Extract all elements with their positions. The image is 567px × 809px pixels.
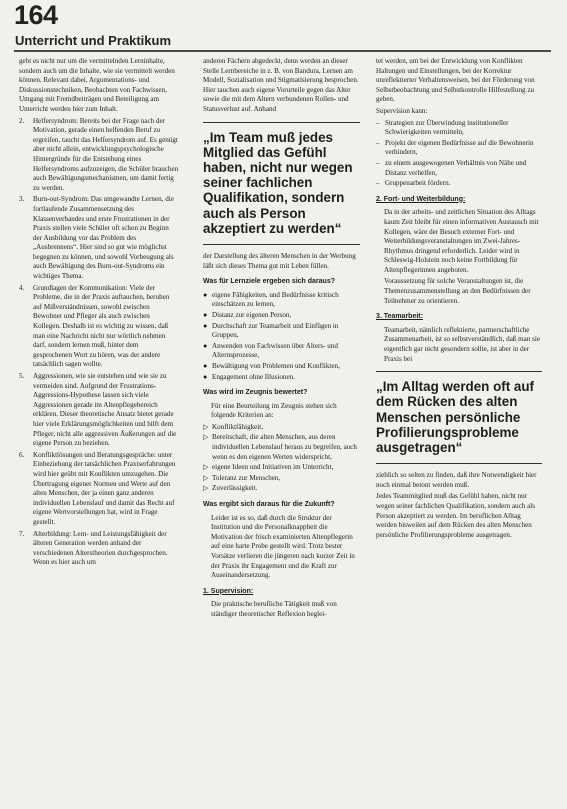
bullet-icon: ● xyxy=(203,321,208,330)
criteria-text: Konfliktfähigkeit, xyxy=(212,422,264,431)
topic-text: Grundlagen der Kommunikation: Viele der Probleme, die in der Praxis auftauchen, beruhen auf Mißverständnissen, sowohl zwischen Bewohner und Pfleger als auch zwischen Kollegen. Deshalb ist es wichtig zu wissen, daß man eine Nachricht nicht nur wörtlich nehmen darf, sondern lernen muß, hinter dem gesprochenen Wort zu hören, was der andere tatsächlich sagen wollte. xyxy=(33,283,170,369)
topic-item xyxy=(19,372,179,449)
supervision-item xyxy=(376,139,542,158)
triangle-bullet-icon: ▷ xyxy=(203,422,209,431)
bullet-icon: ● xyxy=(203,290,208,299)
criteria-item xyxy=(203,484,360,494)
section-title: Unterricht und Praktikum xyxy=(15,33,172,48)
topic-item xyxy=(19,117,179,194)
supervision-item xyxy=(376,119,542,138)
header-rule xyxy=(14,50,551,52)
column-3 xyxy=(376,57,542,542)
criteria-item xyxy=(203,474,360,484)
triangle-bullet-icon: ▷ xyxy=(203,484,209,493)
topic-number: 5. xyxy=(19,372,25,380)
criteria-text: Toleranz zur Menschen, xyxy=(212,473,281,482)
goal-item xyxy=(203,373,360,383)
triangle-bullet-icon: ▷ xyxy=(203,473,209,482)
supervision-paragraph: Die praktische berufliche Tätigkeit muß von ständiger theoretischer Reflexion beglei- xyxy=(211,600,337,618)
criteria-list xyxy=(203,423,360,494)
future-paragraph: Leider ist es so, daß durch die Struktur der Institution und die Personalknappheit die Motivation der frisch examinierten Altenpflegerin auf eine harte Probe gestellt wird. Trotz bester Vorsätze verlieren die jüngeren nach kurzer Zeit in der Praxis ihr Engagement und die Kraft zur Auseinandersetzung. xyxy=(211,513,355,580)
goal-text: eigene Fähigkeiten, und Bedürfnisse kritisch einschätzen zu lernen, xyxy=(212,290,339,309)
topic-item xyxy=(19,451,179,528)
topic-text: Burn-out-Syndrom: Das umgewandte Lernen, die fortlaufende Zusammensetzung des Klassenverbandes und erste Frustrationen in der Praxis stellen viele Schüler oft schon zu Beginn der Ausbildung vor das Problem des „Ausbrennens“. Hier sind so gut wie möglichst begegnen zu können, und sowohl Vorbeugung als auch Bewältigung des Burn-out-Syndroms ein wichtiges Thema. xyxy=(33,195,174,281)
topic-text: Helfersyndrom: Bereits bei der Frage nach der Motivation, gerade einen helfenden Beruf zu ergreifen, taucht das Helfersyndrom auf. Es genügt aber nicht allein, entwicklungspsychologische Hintergründe für die Entstehung eines Helfersyndroms aufzuzeigen, die Schüler brauchen auch Bewältigungsmechanismen, um damit fertig zu werden. xyxy=(33,116,179,192)
heading-learning-goals: Was für Lernziele ergeben sich daraus? xyxy=(203,278,336,286)
bullet-icon: ● xyxy=(203,361,208,370)
topic-number: 2. xyxy=(19,116,25,125)
heading-evaluation: Was wird im Zeugnis bewertet? xyxy=(203,389,308,397)
training-paragraph: Da in der arbeits- und zeitlichen Situation des Alltags kaum Zeit bleibt für einen informativen Austausch mit Kollegen, wäre der Besuch externer Fort- und Weiterbildungsveranstaltungen im Zwei-Jahres-Rhythmus dringend erforderlich. Leider wird in Schleswig-Holstein noch keine Fortbildung für Altenpflegerinnen angeboten. xyxy=(384,208,539,274)
topic-text: Alterbildung: Lern- und Leistungsfähigkeit der älteren Generation werden anhand der verschiedenen Alterstheorien durchgesprochen. Wenn es hier auch um xyxy=(33,529,168,567)
heading-supervision: 1. Supervision: xyxy=(203,587,254,595)
topic-text: Aggressionen, wie sie entstehen und wie sie zu vermeiden sind. Aufgrund der Frustrations-Aggressions-Hypothese lassen sich viele Aggressionen gerade im Altenpflegebereich erklären. Dieser theoretische Ansatz bietet gerade hier viele Erklärungsmöglichkeiten und hilft dem Pfleger, nicht alle aggressiven Äußerungen auf die eigene Person zu beziehen. xyxy=(33,372,177,448)
goal-text: Anwenden von Fachwissen über Alters- und Alternsprozesse, xyxy=(212,341,338,360)
supervision-text: Gruppenarbeit fördern. xyxy=(385,179,451,188)
column-2 xyxy=(203,57,360,622)
triangle-bullet-icon: ▷ xyxy=(203,433,209,442)
supervision-text: Projekt der eigenen Bedürfnisse auf die Bewohnerin verhindern, xyxy=(385,138,534,157)
col3-top-paragraph: tet werden, um bei der Entwicklung von Konflikten Haltungen und Einstellungen, bei der Korrektur unreflektierter Verhaltensweisen, bei der Förderung von Selbstbeobachtung und Selbstkontrolle Hilfestellung zu geben. xyxy=(376,57,535,104)
page-number: 164 xyxy=(14,0,58,30)
heading-future: Was ergibt sich daraus für die Zukunft? xyxy=(203,501,335,509)
supervision-intro: Supervision kann: xyxy=(376,106,428,115)
heading-teamwork: 3. Teamarbeit: xyxy=(376,313,423,321)
goal-text: Distanz zur eigenen Person, xyxy=(212,310,292,319)
criteria-intro: Für eine Beurteilung im Zeugnis stehen sich folgende Kriterien an: xyxy=(211,401,337,420)
goal-text: Engagement ohne Illusionen. xyxy=(212,372,295,381)
pull-quote-2: „Im Alltag werden oft auf dem Rücken des alten Menschen persönliche Profilierungsprobleme ausgetragen“ xyxy=(376,371,542,464)
supervision-text: zu einem ausgewogenen Verhältnis von Nähe und Distanz verhelfen, xyxy=(385,158,527,177)
goal-item xyxy=(203,311,360,321)
topic-text: Konfliktlösungen und Beratungsgespräche: unter Einbeziehung der tatsächlichen Praxiserfahrungen wird hier geübt mit Konflikten umzugehen. Die Übertragung eigener Normen und Werte auf den alten Menschen, der ja einen ganz anderen individuellen Lebenslauf und damit das Recht auf eigene Wertvorstellungen hat, wird in Frage gestellt. xyxy=(33,450,176,526)
supervision-list xyxy=(376,119,542,189)
criteria-item xyxy=(203,433,360,462)
topic-item xyxy=(19,195,179,281)
criteria-text: eigene Ideen und Initiativen im Unterricht, xyxy=(212,463,334,472)
closing-paragraph: Jedes Teammitglied muß das Gefühl haben, nicht nur wegen seiner fachlichen Qualifikation, sondern auch als Person akzeptiert zu werden. Im beruflichen Alltag werden bisweilen auf dem Rücken des alten Menschen persönliche Profilierungsprobleme ausgetragen. xyxy=(376,492,535,539)
dash-bullet-icon: – xyxy=(376,138,380,147)
bullet-icon: ● xyxy=(203,341,208,350)
supervision-item xyxy=(376,179,542,189)
col3-after-quote: ziehlich so selten zu finden, daß ihre Notwendigkeit hier noch einmal betont werden muß. xyxy=(376,471,537,489)
learning-goals-list xyxy=(203,291,360,382)
training-paragraph-2: Voraussetzung für solche Veranstaltungen ist, die Themenzusammenstellung an den Bedürfnissen der Teilnehmer zu orientieren. xyxy=(384,277,531,305)
pull-quote: „Im Team muß jedes Mitglied das Gefühl haben, nicht nur wegen seiner fachlichen Qualifikation, sondern auch als Person akzeptiert zu werden“ xyxy=(203,122,360,245)
heading-training: 2. Fort- und Weiterbildung: xyxy=(376,195,466,203)
triangle-bullet-icon: ▷ xyxy=(203,463,209,472)
goal-text: Bewältigung von Problemen und Konflikten, xyxy=(212,361,340,370)
column-1 xyxy=(19,57,179,570)
criteria-item xyxy=(203,423,360,433)
supervision-text: Strategien zur Überwindung institutioneller Schwierigkeiten vermitteln, xyxy=(385,118,509,137)
dash-bullet-icon: – xyxy=(376,179,380,188)
topic-number: 6. xyxy=(19,450,25,459)
bullet-icon: ● xyxy=(203,372,208,381)
criteria-text: Bereitschaft, die alten Menschen, aus deren individuellen Lebenslauf heraus zu begreifen, auch wenn es den eigenen Werten widerspricht, xyxy=(212,433,357,461)
col2-after-quote: der Darstellung des älteren Menschen in der Werbung läßt sich dieses Thema gut mit Leben füllen. xyxy=(203,251,356,270)
topic-number: 3. xyxy=(19,195,25,204)
col1-intro: geht es nicht nur um die vermittelnden Lerninhalte, sondern auch um die Inhalte, wie sie vermittelt werden können. Relevant dabei, Argumentations- und Diskussionstechniken, Beobachten von Fachwissen, Umgang mit Fremdbeiträgen und Beteiligung am Unterricht werden hier zum Inhalt. xyxy=(19,57,175,113)
bullet-icon: ● xyxy=(203,310,208,319)
criteria-item xyxy=(203,463,360,473)
dash-bullet-icon: – xyxy=(376,158,380,167)
topic-list xyxy=(19,117,179,568)
col2-top-paragraph: anderen Fächern abgedeckt, denn werden an dieser Stelle Lernbereiche in z. B. von Bandura, Lernen am Modell, Sozialisation und Stigmatisierung besprochen. Hier tauchen auch eigene Vorurteile gegen das Alter sowie die mit dem Altern verbundenen Rollen- und Statusverlust auf. Anhand xyxy=(203,57,359,113)
dash-bullet-icon: – xyxy=(376,118,380,127)
topic-item xyxy=(19,284,179,370)
goal-item xyxy=(203,342,360,361)
supervision-item xyxy=(376,159,542,178)
goal-item xyxy=(203,291,360,310)
goal-item xyxy=(203,322,360,341)
criteria-text: Zuverlässigkeit. xyxy=(212,484,258,493)
topic-item xyxy=(19,530,179,568)
goal-item xyxy=(203,362,360,372)
topic-number: 4. xyxy=(19,283,25,292)
goal-text: Durchschaft zur Teamarbeit und Einfügen in Gruppen, xyxy=(212,321,339,340)
teamwork-paragraph: Teamarbeit, nämlich reflektierte, partnerschaftliche Zusammenarbeit, ist so selbstverständlich, daß man sie eigentlich gar nicht gesondern sollte, ist aber in der Praxis bei xyxy=(384,325,541,363)
topic-number: 7. xyxy=(19,529,25,538)
